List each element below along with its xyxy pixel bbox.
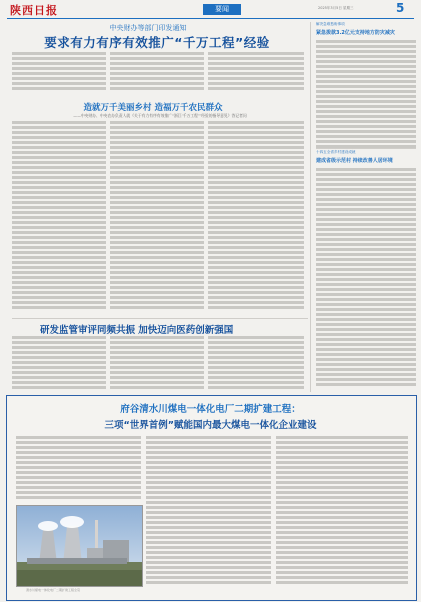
feature-body-3 [276,436,408,586]
sidebar-top-headline: 紧急拨款3.2亿元支持地方防灾减灾 [316,30,395,36]
lead-kicker: 中央财办等部门印发通知 [109,24,187,32]
power-plant-photo [16,505,143,587]
sidebar-mid-kicker: 十四五全省乡村建设成就 [316,150,356,154]
date-line: 2025年3月5日 星期三 [318,6,354,10]
qa-column-3 [208,121,304,313]
sidebar-mid-headline: 建成省级示范村 持续改善人居环境 [316,158,393,164]
section-tag: 要闻 [203,4,241,15]
lead-body-left [12,52,106,96]
second-body-3 [208,336,304,392]
lead-subhead: 造就万千美丽乡村 造福万千农民群众 [83,103,223,113]
sidebar-top-story [316,22,416,150]
section-divider [12,318,308,319]
lead-body-right [208,52,304,96]
lead-headline: 要求有力有序有效推广“千万工程”经验 [44,35,270,50]
feature-headline-2: 三项“世界首例”赋能国内最大煤电一体化企业建设 [104,420,317,431]
second-body-2 [110,336,204,392]
lead-subhead-note: ——中央财办、中央农办负责人就《关于有力有序有效推广“浙江‘千万工程’”经验的指导意见》答记者问 [73,113,247,118]
feature-body-2 [146,436,271,586]
feature-headline-1: 府谷清水川煤电一体化电厂二期扩建工程： [120,404,301,415]
sidebar-divider [316,148,416,149]
second-headline: 研发监管审评同频共振 加快迈向医药创新强国 [40,325,234,336]
qa-column-1 [12,121,106,313]
page-number: 5 [396,1,405,15]
second-body-1 [12,336,106,392]
masthead-rule [7,18,414,19]
newspaper-logo: 陕西日报 [10,4,58,17]
column-divider [310,22,311,392]
lead-body-mid [110,52,204,96]
feature-body-1 [16,436,141,502]
sidebar-top-kicker: 解决急难愁盼事项 [316,22,345,26]
photo-caption: 清水川煤电一体化电厂二期扩建工程全景 [26,588,81,592]
sidebar-bottom-text [316,318,416,392]
masthead [0,0,421,18]
qa-column-2 [110,121,204,313]
sidebar-mid-story [316,150,416,315]
